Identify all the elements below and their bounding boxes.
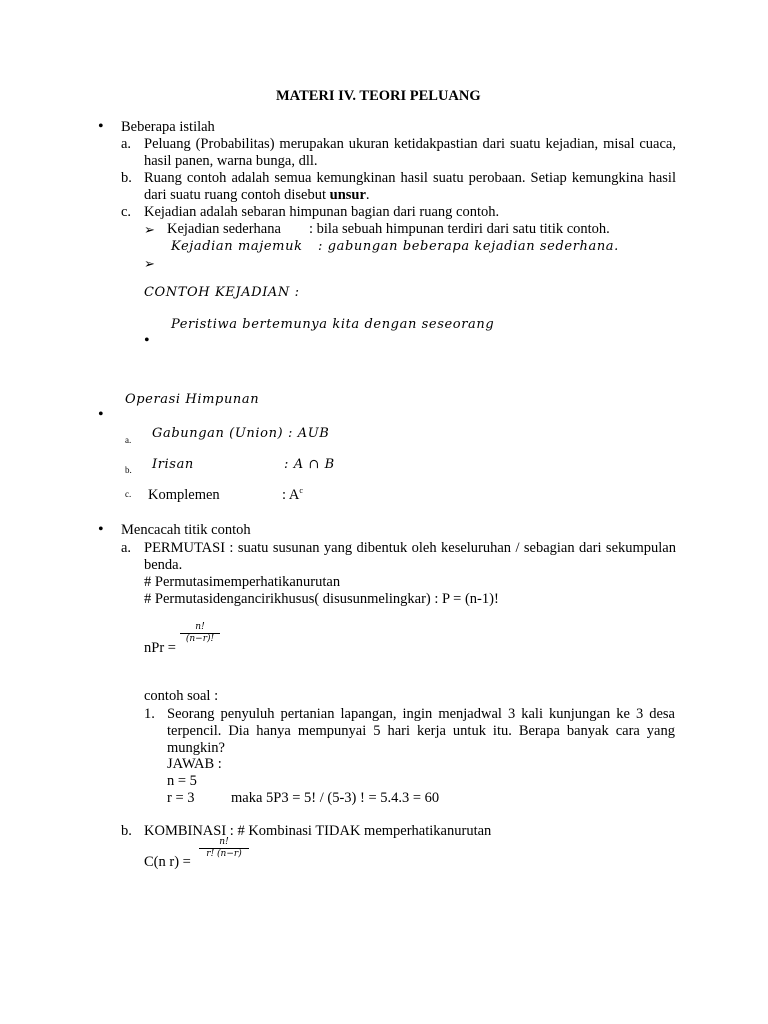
arrow-bullet-icon: ➢ xyxy=(144,256,155,271)
answer-line: r = 3 xyxy=(167,790,195,806)
operation-union-value: : AUB xyxy=(288,426,330,441)
answer-result: maka 5P3 = 5! / (5-3) ! = 5.4.3 = 60 xyxy=(231,790,440,806)
operation-complement-label: Komplemen xyxy=(148,487,220,503)
bullet-icon: • xyxy=(144,332,150,349)
cnr-formula-label: C(n r) = xyxy=(144,854,191,870)
list-marker: b. xyxy=(121,823,132,839)
answer-heading: JAWAB : xyxy=(167,756,222,772)
answer-line: n = 5 xyxy=(167,773,197,789)
example-text: Peristiwa bertemunya kita dengan seseorang xyxy=(171,317,495,332)
list-marker: c. xyxy=(125,489,132,499)
npr-fraction: n! (n−r)! xyxy=(180,622,220,645)
page-title: MATERI IV. TEORI PELUANG xyxy=(276,88,481,104)
list-marker: a. xyxy=(121,540,132,556)
definition-kombinasi: KOMBINASI : # Kombinasi TIDAK memperhatikanurutan xyxy=(144,823,492,839)
question-text: Seorang penyuluh pertanian lapangan, ingin menjadwal 3 kali kunjungan ke 3 desa terpencil. Dia hanya mempunyai 5 hari kerja untuk itu. Berapa banyak cara yang mungkin? xyxy=(167,706,675,756)
npr-formula-label: nPr = xyxy=(144,640,176,656)
sub-term-desc: : bila sebuah himpunan terdiri dari satu titik contoh. xyxy=(309,221,610,237)
example-heading: CONTOH KEJADIAN : xyxy=(144,285,300,300)
bullet-icon: • xyxy=(98,521,104,538)
bullet-icon: • xyxy=(98,406,104,423)
term-unsur: unsur xyxy=(329,187,366,203)
sub-term-label-math: Kejadian majemuk xyxy=(171,239,303,254)
operation-union-label: Gabungan (Union) xyxy=(152,426,284,441)
list-marker: a. xyxy=(121,136,132,152)
section-heading: Mencacah titik contoh xyxy=(121,522,251,538)
arrow-bullet-icon: ➢ xyxy=(144,222,155,237)
permutasi-note: # Permutasimemperhatikanurutan xyxy=(144,574,341,590)
list-marker: b. xyxy=(125,465,132,475)
definition-peluang: Peluang (Probabilitas) merupakan ukuran ketidakpastian dari suatu kejadian, misal cuaca, hasil panen, warna bunga, dll. xyxy=(144,136,676,169)
bullet-icon: • xyxy=(98,118,104,135)
sub-term-desc-math: : gabungan beberapa kejadian sederhana. xyxy=(318,239,619,254)
list-marker: a. xyxy=(125,435,132,445)
section-heading-math: Operasi Himpunan xyxy=(125,392,260,407)
definition-permutasi: PERMUTASI : suatu susunan yang dibentuk oleh keseluruhan / sebagian dari sekumpulan benda. xyxy=(144,540,676,573)
definition-kejadian: Kejadian adalah sebaran himpunan bagian dari ruang contoh. xyxy=(144,204,500,220)
soal-heading: contoh soal : xyxy=(144,688,219,704)
sub-term-label: Kejadian sederhana xyxy=(167,221,281,237)
section-heading: Beberapa istilah xyxy=(121,119,215,135)
definition-ruang-contoh: Ruang contoh adalah semua kemungkinan hasil suatu perobaan. Setiap kemungkina hasil dari suatu ruang contoh disebut unsur. xyxy=(144,170,676,203)
operation-complement-value: : $A^c$ xyxy=(282,486,303,503)
list-marker: 1. xyxy=(144,706,155,722)
operation-intersect-value: : A ∩ B xyxy=(284,457,335,472)
list-marker: b. xyxy=(121,170,132,186)
permutasi-note: # Permutasidengancirikhusus( disusunmelingkar) : P = (n-1)! xyxy=(144,591,499,607)
cnr-fraction: n! r! (n−r) xyxy=(199,837,249,860)
operation-intersect-label: Irisan xyxy=(152,457,194,472)
list-marker: c. xyxy=(121,204,132,220)
